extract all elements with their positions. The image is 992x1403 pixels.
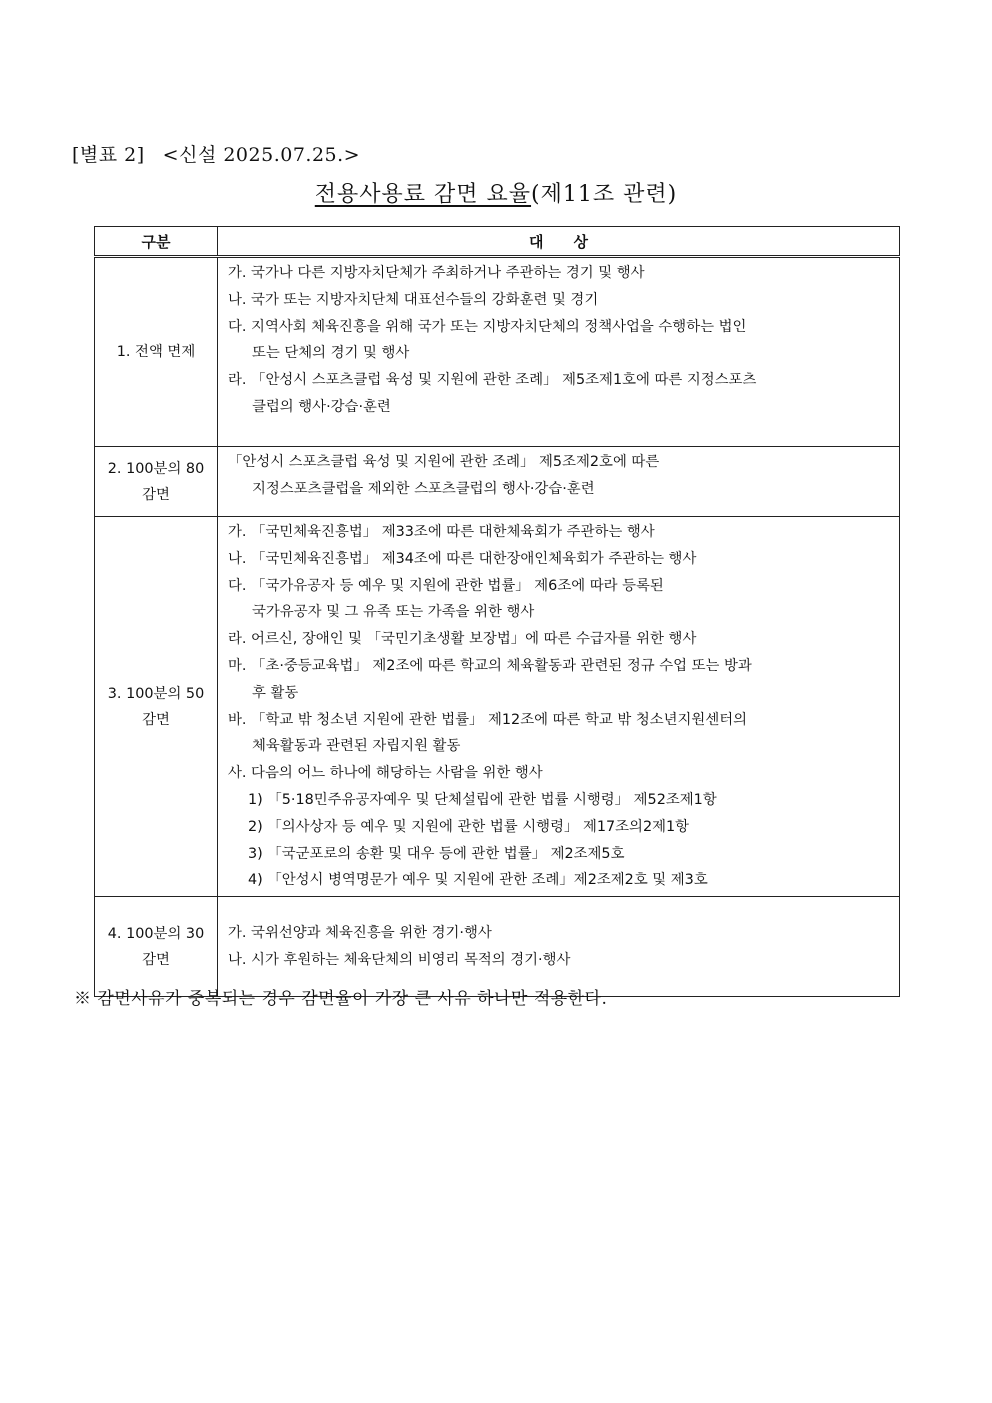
table-row [95, 897, 900, 997]
row-targets [218, 517, 900, 897]
row-targets [218, 447, 900, 517]
reduction-rate-table [94, 226, 900, 997]
list-item: 1) 「5·18민주유공자예우 및 단체설립에 관한 법률 시행령」 제52조제1항 [248, 791, 717, 808]
list-item: 또는 단체의 경기 및 행사 [252, 345, 410, 362]
row-category: 1. 전액 면제 [95, 257, 218, 447]
header-target: 대 상 [218, 227, 900, 257]
table-row [95, 257, 900, 447]
list-item: 라. 어르신, 장애인 및 「국민기초생활 보장법」에 따른 수급자를 위한 행사 [228, 631, 697, 648]
row-category: 2. 100분의 80 감면 [95, 447, 218, 517]
list-item: 4) 「안성시 병역명문가 예우 및 지원에 관한 조례」제2조제2호 및 제3호 [248, 872, 708, 889]
row-targets [218, 257, 900, 447]
list-item: 마. 「초·중등교육법」 제2조에 따른 학교의 체육활동과 관련된 정규 수업 또는 방과 [228, 657, 752, 674]
table-header-row [95, 227, 900, 257]
table-row [95, 447, 900, 517]
list-item: 후 활동 [252, 684, 299, 701]
footnote: ※ 감면사유가 중복되는 경우 감면율이 가장 큰 사유 하나만 적용한다. [74, 989, 608, 1009]
list-item: 가. 국위선양과 체육진흥을 위한 경기·행사 [228, 924, 492, 941]
list-item: 2) 「의사상자 등 예우 및 지원에 관한 법률 시행령」 제17조의2제1항 [248, 818, 690, 835]
list-item: 나. 「국민체육진흥법」 제34조에 따른 대한장애인체육회가 주관하는 행사 [228, 550, 697, 567]
title-main: 전용사용료 감면 요율 [314, 182, 532, 207]
row-category: 4. 100분의 30 감면 [95, 897, 218, 997]
list-item: 클럽의 행사·강습·훈련 [252, 398, 391, 415]
list-item: 사. 다음의 어느 하나에 해당하는 사람을 위한 행사 [228, 765, 543, 782]
list-item: 다. 지역사회 체육진흥을 위해 국가 또는 지방자치단체의 정책사업을 수행하는 법인 [228, 318, 747, 335]
list-item: 가. 국가나 다른 지방자치단체가 주최하거나 주관하는 경기 및 행사 [228, 265, 645, 281]
document-title [0, 177, 992, 208]
list-item: 3) 「국군포로의 송환 및 대우 등에 관한 법률」 제2조제5호 [248, 845, 625, 862]
list-item: 다. 「국가유공자 등 예우 및 지원에 관한 법률」 제6조에 따라 등록된 [228, 577, 664, 594]
header-category: 구분 [95, 227, 218, 257]
document-header [72, 140, 360, 167]
row-targets [218, 897, 900, 997]
list-item: 바. 「학교 밖 청소년 지원에 관한 법률」 제12조에 따른 학교 밖 청소년지원센터의 [228, 711, 748, 728]
list-item: 나. 국가 또는 지방자치단체 대표선수들의 강화훈련 및 경기 [228, 291, 599, 308]
list-item: 나. 시가 후원하는 체육단체의 비영리 목적의 경기·행사 [228, 951, 571, 968]
table-row [95, 517, 900, 897]
list-item: 「안성시 스포츠클럽 육성 및 지원에 관한 조례」 제5조제2호에 따른 [228, 454, 660, 470]
title-suffix: (제11조 관련) [531, 182, 678, 207]
amendment-note: <신설 2025.07.25.> [162, 144, 361, 166]
appendix-label: [별표 2] [72, 144, 145, 166]
list-item: 체육활동과 관련된 자립지원 활동 [252, 738, 461, 755]
list-item: 국가유공자 및 그 유족 또는 가족을 위한 행사 [252, 604, 535, 621]
list-item: 지정스포츠클럽을 제외한 스포츠클럽의 행사·강습·훈련 [252, 480, 595, 497]
list-item: 라. 「안성시 스포츠클럽 육성 및 지원에 관한 조례」 제5조제1호에 따른 지정스포츠 [228, 372, 757, 389]
row-category: 3. 100분의 50 감면 [95, 517, 218, 897]
list-item: 가. 「국민체육진흥법」 제33조에 따른 대한체육회가 주관하는 행사 [228, 524, 655, 540]
